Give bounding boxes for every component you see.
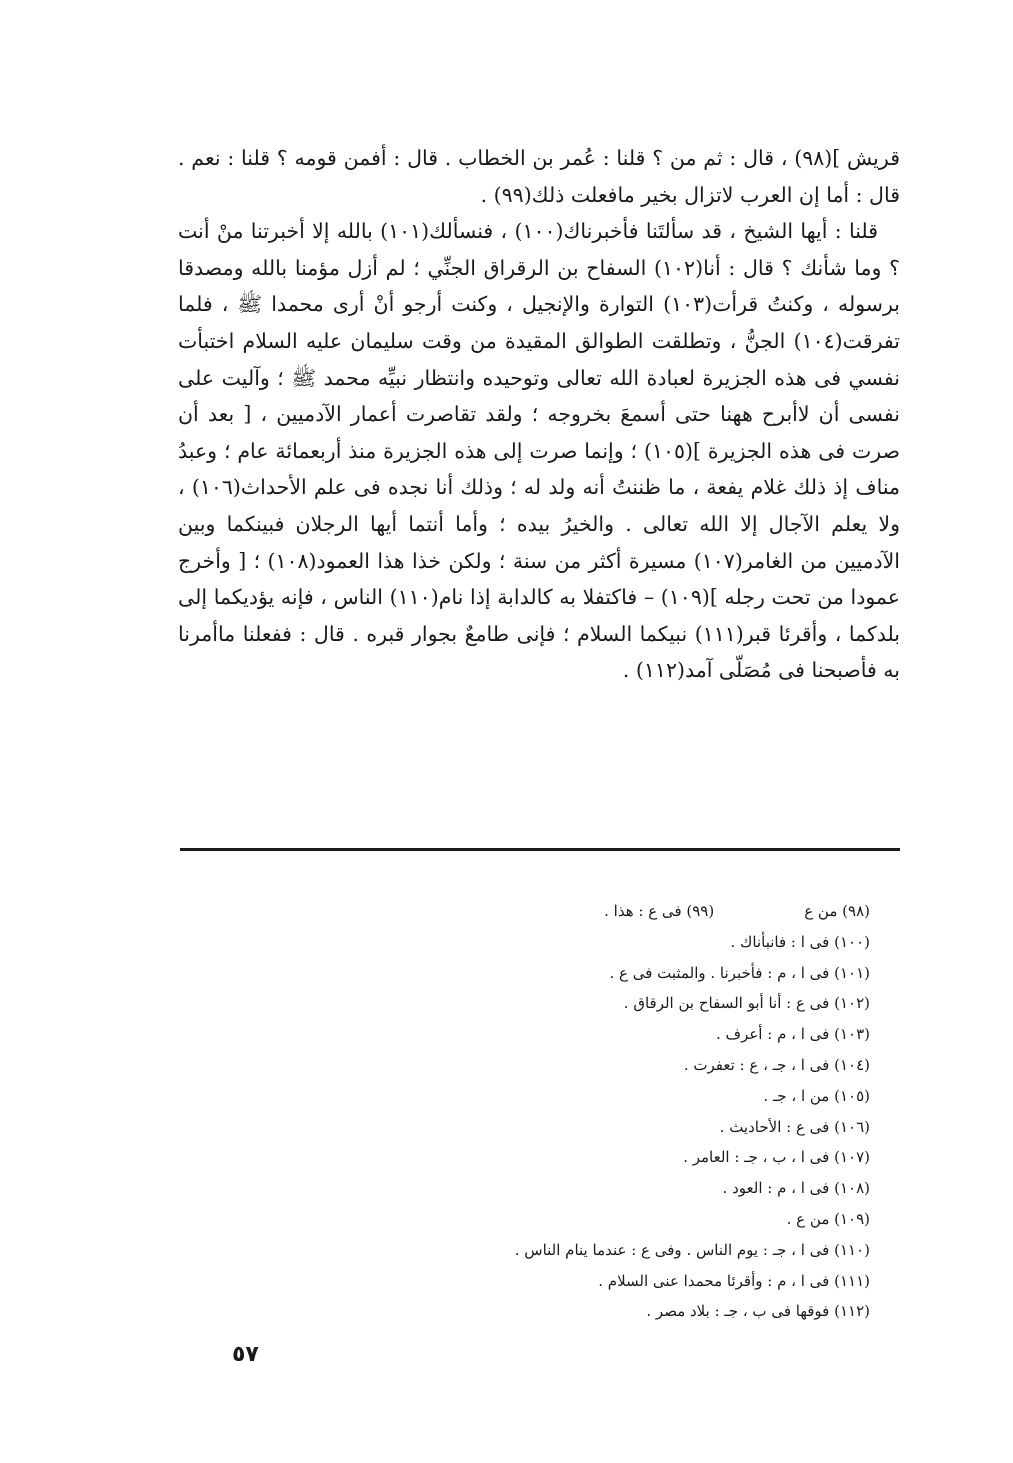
footnote-line: (١٠٦) فى ع : الأحاديث .: [719, 1117, 870, 1136]
paragraph: قريش ](٩٨) ، قال : ثم من ؟ قلنا : عُمر بن الخطاب . قال : أفمن قومه ؟ قلنا : نعم . قال : أما إن العرب لاتزال بخير مافعلت ذلك(٩٩) .: [178, 146, 901, 207]
footnote-line: [400, 896, 870, 927]
footnote-line: (١٠٤) فى ا ، جـ ، ع : تعفرت .: [683, 1055, 870, 1074]
footnote-line: (١٠١) فى ا ، م : فأخبرنا . والمثبت فى ع .: [609, 963, 870, 982]
footnote-line: (١٠٧) فى ا ، ب ، جـ : العامر .: [683, 1148, 870, 1167]
paragraph: قلنا : أيها الشيخ ، قد سألتَنا فأخبرناك(١٠٠) ، فنسألك(١٠١) بالله إلا أخبرتنا منْ أنت ؟ وما شأنك ؟ قال : أنا(١٠٢) السفاح بن الرقراق الجنِّي ؛ لم أزل مؤمنا بالله ومصدقا برسوله ، وكنتُ قرأت(١٠٣) التوارة والإنجيل ، وكنت أرجو أنْ أرى محمدا ﷺ ، فلما تفرقت(١٠٤) الجنُّ ، وتطلقت الطوالق المقيدة من وقت سليمان عليه السلام اختبأت نفسي فى هذه الجزيرة لعبادة الله تعالى وتوحيده وانتظار نبيِّه محمد ﷺ ؛ وآليت على نفسى أن لاأبرح ههنا حتى أسمعَ بخروجه ؛ ولقد تقاصرت أعمار الآدميين ، [ بعد أن صرت فى هذه الجزيرة ](١٠٥) ؛ وإنما صرت إلى هذه الجزيرة منذ أربعمائة عام ؛ وعبدُ مناف إذ ذلك غلام يفعة ، ما ظننتُ أنه ولد له ؛ وذلك أنا نجده فى علم الأحداث(١٠٦) ، ولا يعلم الآجال إلا الله تعالى . والخيرُ بيده ؛ وأما أنتما أيها الرجلان فبينكما وبين الآدميين من الغامر(١٠٧) مسيرة أكثر من سنة ؛ ولكن خذا هذا العمود(١٠٨) ؛ [ وأخرج عمودا من تحت رجله ](١٠٩) – فاكتفلا به كالدابة إذا نام(١١٠) الناس ، فإنه يؤديكما إلى بلدكما ، وأقرئا قبر(١١١) نبيكما السلام ؛ فإنى طامعٌ بجوار قبره . قال : ففعلنا ماأمرنا به فأصبحنا فى مُصَلّى آمد(١١٢) .: [178, 219, 901, 683]
footnote-line: (١٠٠) فى ا : فانبأناك .: [730, 932, 870, 951]
footnote-line: (١٠٣) فى ا ، م : أعرف .: [716, 1025, 870, 1044]
footnotes: [400, 896, 870, 1327]
footnote-separator: [180, 848, 900, 851]
footnote-99: (٩٩) فى ع : هذا .: [604, 902, 715, 920]
footnote-98: (٩٨) من ع: [804, 902, 870, 920]
main-text: [178, 140, 900, 689]
footnote-line: (١٠٨) فى ا ، م : العود .: [722, 1179, 870, 1198]
footnote-line: (١١١) فى ا ، م : وأقرئا محمدا عنى السلام .: [598, 1271, 870, 1290]
page-number: ٥٧: [232, 1342, 259, 1367]
footnote-line: (١١٢) فوقها فى ب ، جـ : بلاد مصر .: [646, 1302, 870, 1321]
footnote-line: (١٠٩) من ع .: [786, 1209, 870, 1228]
footnote-line: (١٠٢) فى ع : أنا أبو السفاح بن الرقاق .: [623, 994, 870, 1013]
footnote-line: (١٠٥) من ا ، جـ .: [763, 1086, 870, 1105]
footnote-line: (١١٠) فى ا ، جـ : يوم الناس . وفى ع : عندما ينام الناس .: [514, 1240, 870, 1259]
